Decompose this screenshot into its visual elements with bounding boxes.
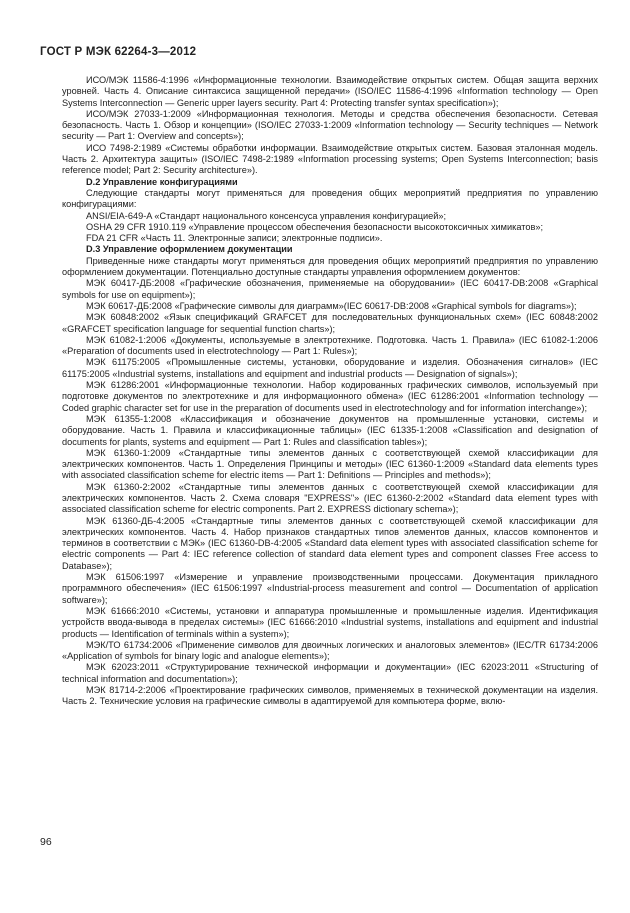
paragraph: МЭК 62023:2011 «Структурирование технической информации и документации» (IEC 62023:2011 «Structuring of technical information and documentation»);: [62, 662, 598, 684]
paragraph: МЭК 61666:2010 «Системы, установки и аппаратура промышленные и промышленные изделия. Идентификация устройств ввода-вывода в пределах системы» (IEC 61666:2010 «Industrial systems, installations and equipment and industrial products — Identification of terminals within a system»);: [62, 605, 598, 639]
paragraph: МЭК 60617-ДБ:2008 «Графические символы для диаграмм»(IEC 60617-DB:2008 «Graphical symbols for diagrams»);: [86, 300, 577, 311]
paragraph: МЭК/ТО 61734:2006 «Применение символов для двоичных логических и аналоговых элементов» (IEC/TR 61734:2006 «Application of symbols for binary logic and analogue elements»);: [62, 639, 598, 662]
paragraph: ANSI/EIA-649-A «Стандарт национального консенсуса управления конфигурацией»;: [86, 210, 447, 221]
paragraph: Приведенные ниже стандарты могут применяться для проведения общих мероприятий предприятия по управлению оформлением документации. Потенциально доступные стандарты управления оформлением документов:: [62, 255, 598, 278]
section-heading: D.3 Управление оформлением документации: [86, 244, 293, 255]
paragraph: МЭК 61286:2001 «Информационные технологии. Набор кодированных графических символов, используемый при подготовке документов по электротехнике и для информационного обмена» (IEC 61286:2001 «Information technology — Coded graphic character set for use in the preparation of documents used in electrotechnology and for information interchange»);: [62, 380, 598, 413]
paragraph: МЭК 61360-2:2002 «Стандартные типы элементов данных с соответствующей схемой классификации для электрических компонентов. Часть 2. Схема словаря "EXPRESS"» (IEC 61360-2:2002 «Standard data element types with associated classification scheme for electric components. Part 2. EXPRESS dictionary schema»);: [62, 481, 598, 515]
paragraph: ИСО 7498-2:1989 «Системы обработки информации. Взаимодействие открытых систем. Базовая эталонная модель. Часть 2. Архитектура защиты» (ISO/IEC 7498-2:1989 «Information processing systems; Open Systems Interconnection; basis reference model; Part 2: Security architecture»).: [62, 142, 598, 176]
paragraph: МЭК 61355-1:2008 «Классификация и обозначение документов на промышленные установки, системы и оборудование. Часть 1. Правила и классификационные таблицы» (IEC 61335-1:2008 «Classification and designation of documents for plants, systems and equipment — Part 1: Rules and classification tables»);: [62, 413, 598, 447]
paragraph: МЭК 61082-1:2006 «Документы, используемые в электротехнике. Подготовка. Часть 1. Правила» (IEC 61082-1:2006 «Preparation of documents used in electrotechnology — Part 1: Rules»);: [62, 334, 598, 357]
paragraph: МЭК 60417-ДБ:2008 «Графические обозначения, применяемые на оборудовании» (IEC 60417-DB:2008 «Graphical symbols for use on equipment»);: [62, 278, 598, 300]
paragraph: МЭК 61360-ДБ-4:2005 «Стандартные типы элементов данных с соответствующей схемой классификации для электрических компонентов. Часть 4. Набор признаков стандартных типов элементов данных, классов компонентов и терминов в соответствии с МЭК» (IEC 61360-DB-4:2005 «Standard data element types with associated classification scheme for electric components — Part 4: IEC reference collection of standard data element types and component classes Free access to Database»);: [62, 515, 598, 571]
paragraph: FDA 21 CFR «Часть 11. Электронные записи; электронные подписи».: [86, 233, 383, 244]
paragraph: МЭК 60848:2002 «Язык спецификаций GRAFCET для последовательных функциональных схем» (IEC 60848:2002 «GRAFCET specification language for sequential function charts»);: [62, 312, 598, 334]
paragraph: МЭК 81714-2:2006 «Проектирование графических символов, применяемых в технической документации на изделия. Часть 2. Технические условия на графические символы в адаптируемой для компьютера форме, вклю-: [62, 685, 598, 707]
paragraph: ИСО/МЭК 11586-4:1996 «Информационные технологии. Взаимодействие открытых систем. Общая защита верхних уровней. Часть 4. Описание синтаксиса защищенной передачи» (ISO/IEC 11586-4:1996 «Information technology — Open Systems Interconnection — Generic upper layers security. Part 4: Protecting transfer syntax specification»);: [62, 75, 598, 108]
section-heading: D.2 Управление конфигурациями: [86, 176, 238, 187]
page-body: [62, 75, 598, 708]
paragraph: Следующие стандарты могут применяться для проведения общих мероприятий предприятия по управлению конфигурациями:: [62, 187, 598, 210]
paragraph: OSHA 29 CFR 1910.119 «Управление процессом обеспечения безопасности высокотоксичных химикатов»;: [86, 221, 544, 232]
page-number: 96: [40, 836, 52, 848]
paragraph: ИСО/МЭК 27033-1:2009 «Информационная технология. Методы и средства обеспечения безопасности. Сетевая безопасность. Часть 1. Обзор и концепции» (ISO/IEC 27033-1:2009 «Information technology — Security techniques — Network security — Part 1: Overview and concepts»);: [62, 108, 598, 142]
standard-header: ГОСТ Р МЭК 62264-3—2012: [40, 46, 197, 58]
paragraph: МЭК 61175:2005 «Промышленные системы, установки, оборудование и изделия. Обозначения сигналов» (IEC 61175:2005 «Industrial systems, installations and equipment and industrial products — Designation of signals»);: [62, 357, 598, 379]
paragraph: МЭК 61360-1:2009 «Стандартные типы элементов данных с соответствующей схемой классификации для электрических компонентов. Часть 1. Определения Принципы и методы» (IEC 61360-1:2009 «Standard data elements types with associated classification scheme for electric items — Part 1: Definitions — Principles and methods»);: [62, 447, 598, 481]
paragraph: МЭК 61506:1997 «Измерение и управление производственными процессами. Документация прикладного программного обеспечения» (IEC 61506:1997 «Industrial-process measurement and control — Documentation of application software»);: [62, 572, 598, 605]
